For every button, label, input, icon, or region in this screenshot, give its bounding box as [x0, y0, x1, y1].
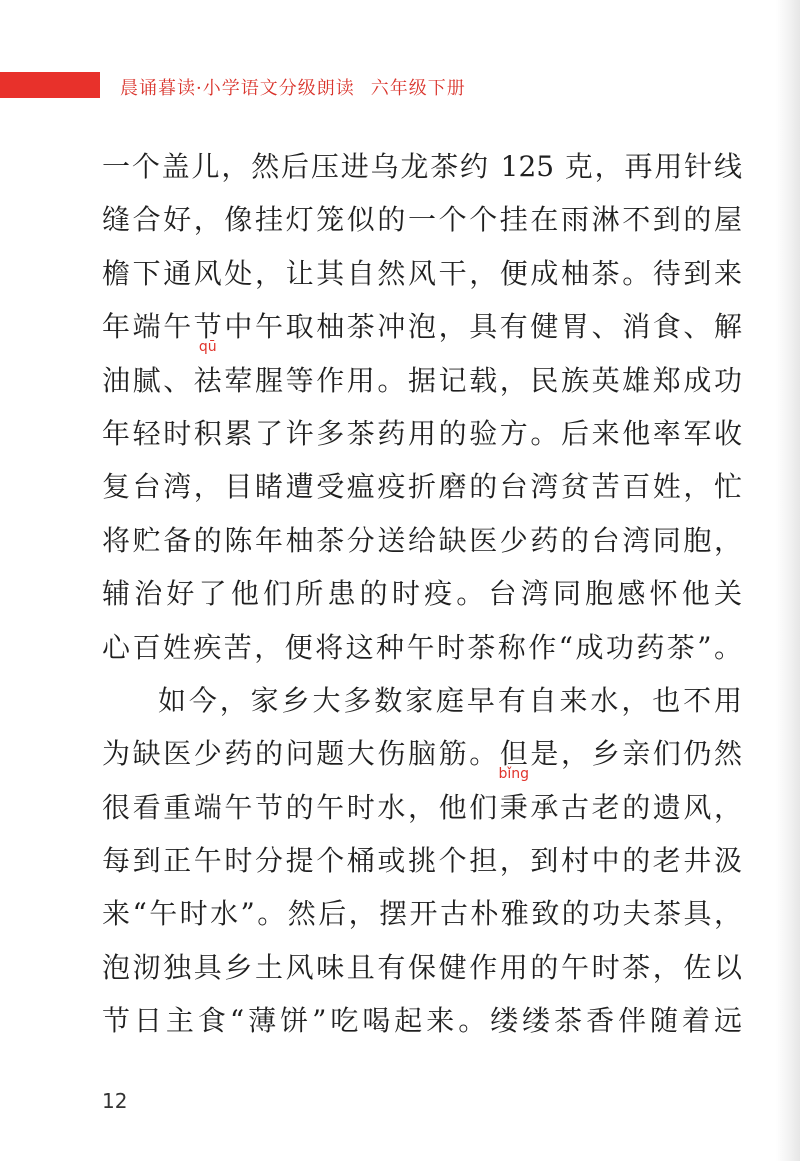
text-line: 辅治好了他们所患的时疫。台湾同胞感怀他关	[102, 577, 742, 611]
text-line-with-ruby	[102, 765, 742, 834]
text-line: 泡沏独具乡土风味且有保健作用的午时茶，佐以	[102, 950, 742, 984]
pinyin-annotation: qū	[198, 338, 217, 355]
pinyin-annotation: bǐng	[498, 765, 530, 782]
running-header	[120, 74, 466, 100]
text-line: 复台湾，目睹遭受瘟疫折磨的台湾贫苦百姓，忙	[102, 470, 742, 504]
text-line: 年轻时积累了许多茶药用的验方。后来他率军收	[102, 416, 742, 450]
text-line: 一个盖儿，然后压进乌龙茶约 125 克，再用针线	[102, 150, 742, 183]
annotated-char: 祛	[193, 363, 222, 397]
body-text	[102, 140, 742, 1048]
text-line: 心百姓疾苦，便将这种午时茶称作“成功药茶”。	[102, 630, 742, 664]
text-segment: 承古老的遗风，	[527, 790, 742, 824]
ruby-annotation	[193, 338, 222, 407]
paragraph-start-line: 如今，家乡大多数家庭早有自来水，也不用	[158, 683, 742, 717]
text-line: 年端午节中午取柚茶冲泡，具有健胃、消食、解	[102, 310, 742, 344]
annotated-char: 秉	[499, 790, 528, 824]
text-line-with-ruby	[102, 338, 742, 407]
text-line: 节日主食“薄饼”吃喝起来。缕缕茶香伴随着远	[102, 1004, 742, 1038]
text-line: 将贮备的陈年柚茶分送给缺医少药的台湾同胞，	[102, 523, 742, 557]
header-grade: 六年级下册	[370, 78, 466, 99]
text-segment: 荤腥等作用。据记载，民族英雄郑成功	[221, 363, 742, 397]
page-number: 12	[102, 1089, 128, 1113]
header-series-title: 晨诵暮读·小学语文分级朗读	[120, 78, 355, 99]
text-segment: 很看重端午节的午时水，他们	[102, 790, 500, 824]
ruby-annotation	[498, 765, 530, 834]
text-line: 缝合好，像挂灯笼似的一个个挂在雨淋不到的屋	[102, 203, 742, 237]
header-accent-bar	[0, 72, 100, 98]
text-line: 檐下通风处，让其自然风干，便成柚茶。待到来	[102, 256, 742, 290]
text-segment: 油腻、	[102, 363, 194, 397]
text-line: 每到正午时分提个桶或挑个担，到村中的老井汲	[102, 844, 742, 878]
text-line: 来“午时水”。然后，摆开古朴雅致的功夫茶具，	[102, 897, 742, 931]
text-line: 为缺医少药的问题大伤脑筋。但是，乡亲们仍然	[102, 737, 742, 771]
page-edge-shadow	[776, 0, 800, 1161]
